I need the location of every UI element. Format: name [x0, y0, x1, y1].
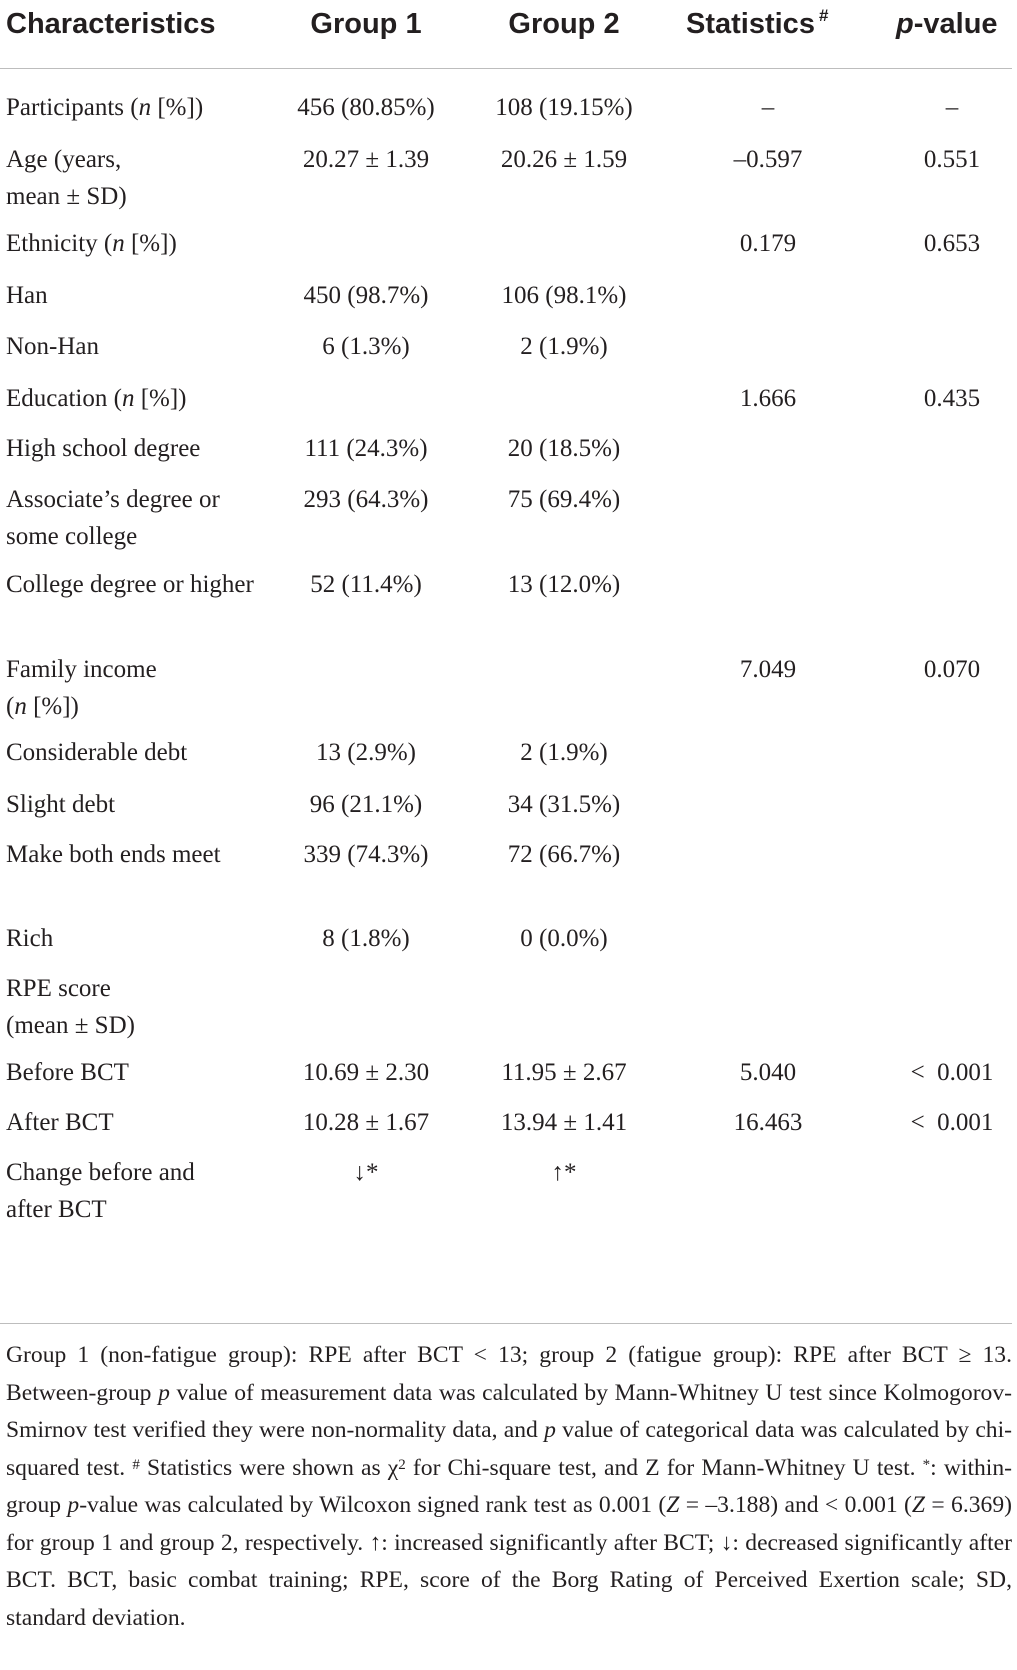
header-characteristics: Characteristics: [6, 8, 216, 40]
row-group2: 13 (12.0%): [507, 571, 621, 598]
row-statistics: 0.179: [739, 230, 797, 257]
row-group1: 13 (2.9%): [316, 739, 416, 766]
row-group1: 96 (21.1%): [309, 791, 423, 818]
row-group1: 111 (24.3%): [304, 435, 428, 462]
row-group2: 34 (31.5%): [507, 791, 621, 818]
header-p-value: [896, 8, 998, 41]
row-group2: 11.95 ± 2.67: [501, 1059, 627, 1086]
row-statistics: 5.040: [739, 1059, 797, 1086]
header-statistics-marker: #: [818, 6, 829, 25]
row-label: Han: [6, 282, 48, 309]
footer-rule: [0, 1323, 1012, 1324]
row-statistics: 7.049: [739, 656, 797, 683]
row-label: Associate’s degree or some college: [6, 486, 220, 550]
row-group1: 6 (1.3%): [322, 333, 410, 360]
row-label: Age (years, mean ± SD): [6, 146, 127, 210]
row-group1: 20.27 ± 1.39: [302, 146, 430, 173]
row-group1: 8 (1.8%): [322, 925, 410, 952]
row-group2: 13.94 ± 1.41: [500, 1109, 628, 1136]
row-statistics: 1.666: [739, 385, 797, 412]
row-label: College degree or higher: [6, 571, 254, 598]
row-label: Make both ends meet: [6, 841, 221, 868]
row-p-value: 0.551: [923, 146, 981, 173]
row-label: RPE score (mean ± SD): [6, 975, 135, 1039]
table-footnote: Group 1 (non-fatigue group): RPE after BCT < 13; group 2 (fatigue group): RPE after BCT ≥ 13. Between-group p value of measurement data was calculated by Mann-Whitney U test since Kolmogorov-Smirnov test verified they were non-normality data, and p value of categorical data was calculated by chi-squared test. # Statistics were shown as $\chi^2$ for Chi-square test, and Z for Mann-Whitney U test. *: within-group p-value was calculated by Wilcoxon signed rank test as 0.001 (Z = –3.188) and < 0.001 (Z = 6.369) for group 1 and group 2, respectively. ↑: increased significantly after BCT; ↓: decreased significantly after BCT. BCT, basic combat training; RPE, score of the Borg Rating of Perceived Exertion scale; SD, standard deviation.: [6, 1342, 1013, 1631]
row-label: Before BCT: [6, 1059, 129, 1086]
row-group1: 339 (74.3%): [303, 841, 429, 868]
row-label: High school degree: [6, 435, 201, 462]
row-p-value: 0.653: [923, 230, 981, 257]
row-p-value: < 0.001: [910, 1109, 994, 1136]
row-group1: 293 (64.3%): [303, 486, 429, 513]
header-group-2: Group 2: [508, 8, 620, 40]
row-group2: ↑*: [551, 1159, 577, 1186]
row-label: After BCT: [6, 1109, 114, 1136]
row-group2: 106 (98.1%): [501, 282, 627, 309]
row-group1: 456 (80.85%): [297, 94, 435, 121]
table-header: [0, 0, 1017, 56]
row-p-value: –: [945, 94, 959, 121]
row-label: Rich: [6, 925, 54, 952]
row-label: Considerable debt: [6, 739, 188, 766]
row-group1: 52 (11.4%): [310, 571, 422, 598]
row-p-value: 0.435: [923, 385, 981, 412]
row-group2: 20 (18.5%): [507, 435, 621, 462]
row-label: Participants (n [%]): [6, 94, 204, 121]
row-group2: 75 (69.4%): [507, 486, 621, 513]
header-p-suffix: -value: [913, 8, 998, 40]
row-group2: 20.26 ± 1.59: [500, 146, 628, 173]
row-statistics: 16.463: [733, 1109, 803, 1136]
header-statistics: [686, 8, 828, 41]
row-group1: 450 (98.7%): [303, 282, 429, 309]
row-group2: 108 (19.15%): [495, 94, 633, 121]
row-p-value: 0.070: [923, 656, 981, 683]
header-group-1: Group 1: [310, 8, 422, 40]
row-p-value: < 0.001: [910, 1059, 994, 1086]
row-group2: 72 (66.7%): [507, 841, 621, 868]
row-group2: 2 (1.9%): [520, 739, 608, 766]
row-label: Non-Han: [6, 333, 100, 360]
row-label: Family income (n [%]): [6, 656, 157, 720]
row-label: Education (n [%]): [6, 385, 187, 412]
row-group1: 10.69 ± 2.30: [302, 1059, 430, 1086]
row-group2: 2 (1.9%): [520, 333, 608, 360]
header-rule: [0, 68, 1012, 69]
row-label: Change before and after BCT: [6, 1159, 195, 1223]
row-group2: 0 (0.0%): [520, 925, 608, 952]
row-statistics: –: [761, 94, 775, 121]
row-group1: ↓*: [353, 1159, 379, 1186]
row-statistics: –0.597: [733, 146, 803, 173]
header-statistics-text: Statistics: [686, 8, 815, 40]
row-label: Slight debt: [6, 791, 116, 818]
header-p-italic: p: [896, 8, 914, 40]
row-group1: 10.28 ± 1.67: [302, 1109, 430, 1136]
row-label: Ethnicity (n [%]): [6, 230, 177, 257]
